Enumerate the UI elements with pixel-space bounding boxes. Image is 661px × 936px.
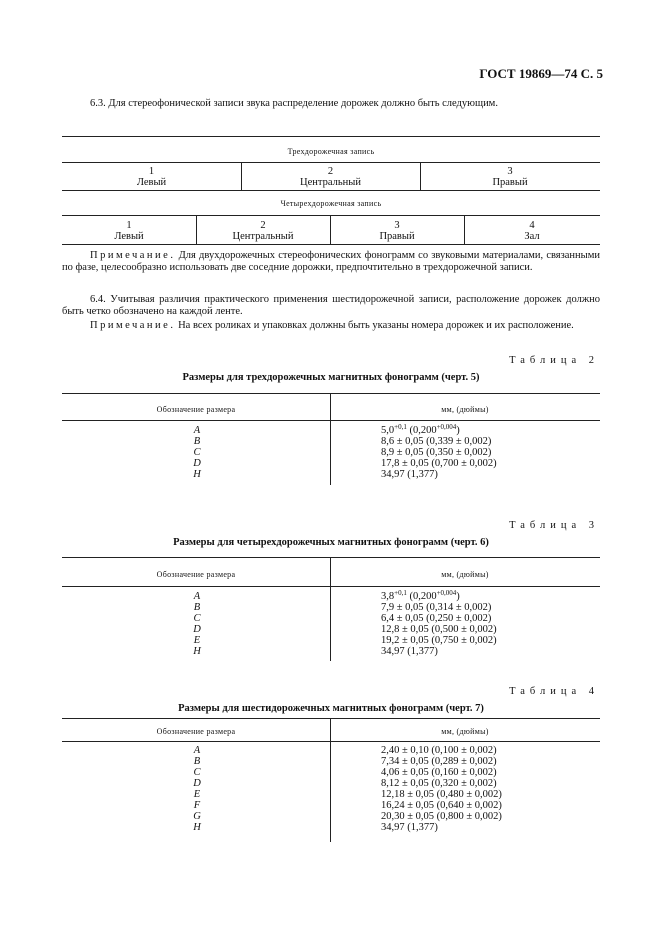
value-cell: 7,9 ± 0,05 (0,314 ± 0,002) bbox=[381, 602, 492, 613]
value-column bbox=[381, 425, 497, 480]
table-label: Таблица 3 bbox=[509, 520, 599, 531]
designation-column: A B C D E F G H bbox=[193, 745, 201, 833]
value-cell: 8,9 ± 0,05 (0,350 ± 0,002) bbox=[381, 447, 492, 458]
value-cell: $5,0^{+0,1}$ $(0,200^{+0,004})$ bbox=[381, 423, 460, 436]
value-column bbox=[381, 745, 502, 833]
four-track-cell: 1 Левый bbox=[114, 220, 144, 242]
table-label: Таблица 4 bbox=[509, 686, 599, 697]
value-cell: 12,8 ± 0,05 (0,500 ± 0,002) bbox=[381, 624, 497, 635]
value-cell: 19,2 ± 0,05 (0,750 ± 0,002) bbox=[381, 635, 497, 646]
value-cell: 17,8 ± 0,05 (0,700 ± 0,002) bbox=[381, 458, 497, 469]
note-1: Примечание. Для двухдорожечных стереофонических фонограмм со звуковыми материалами, связанными по фазе, целесообразно использовать две соседние дорожки, предпочтительно в трехдорожечной записи. bbox=[62, 250, 600, 273]
value-cell: 8,12 ± 0,05 (0,320 ± 0,002) bbox=[381, 778, 497, 789]
paragraph-6-3: 6.3. Для стереофонической записи звука распределение дорожек должно быть следующим. bbox=[90, 98, 498, 109]
value-cell: 2,40 ± 0,10 (0,100 ± 0,002) bbox=[381, 745, 497, 756]
designation-column: A B C D E H bbox=[193, 591, 201, 657]
value-cell: 34,97 (1,377) bbox=[381, 822, 438, 833]
three-track-cell: 3 Правый bbox=[492, 166, 528, 188]
three-track-cell: 2 Центральный bbox=[300, 166, 361, 188]
value-cell: 7,34 ± 0,05 (0,289 ± 0,002) bbox=[381, 756, 497, 767]
four-track-cell: 3 Правый bbox=[379, 220, 415, 242]
table-title: Размеры для четырехдорожечных магнитных фонограмм (черт. 6) bbox=[173, 537, 489, 548]
column-header-mm-inches: мм, (дюймы) bbox=[441, 570, 489, 579]
table-label: Таблица 2 bbox=[509, 355, 599, 366]
four-track-cell: 4 Зал bbox=[524, 220, 540, 242]
value-cell: 34,97 (1,377) bbox=[381, 646, 438, 657]
value-cell: 34,97 (1,377) bbox=[381, 469, 438, 480]
column-header-designation: Обозначение размера bbox=[156, 570, 236, 579]
designation-column: A B C D H bbox=[193, 425, 201, 480]
column-header-designation: Обозначение размера bbox=[156, 727, 236, 736]
paragraph-6-4: 6.4. Учитывая различия практического применения шестидорожечной записи, расположение дорожек должно быть четко обозначено на каждой ленте. bbox=[62, 294, 600, 317]
value-cell: 16,24 ± 0,05 (0,640 ± 0,002) bbox=[381, 800, 502, 811]
note-2: Примечание. На всех роликах и упаковках должны быть указаны номера дорожек и их расположение. bbox=[90, 320, 574, 331]
value-cell: $3,8^{+0,1}$ $(0,200^{+0,004})$ bbox=[381, 589, 460, 602]
value-cell: 4,06 ± 0,05 (0,160 ± 0,002) bbox=[381, 767, 497, 778]
page-header: ГОСТ 19869—74 С. 5 bbox=[479, 66, 603, 81]
value-column bbox=[381, 591, 497, 657]
column-header-designation: Обозначение размера bbox=[156, 405, 236, 414]
three-track-cell: 1 Левый bbox=[136, 166, 167, 188]
value-cell: 8,6 ± 0,05 (0,339 ± 0,002) bbox=[381, 436, 492, 447]
value-cell: 6,4 ± 0,05 (0,250 ± 0,002) bbox=[381, 613, 492, 624]
column-header-mm-inches: мм, (дюймы) bbox=[441, 727, 489, 736]
value-cell: 12,18 ± 0,05 (0,480 ± 0,002) bbox=[381, 789, 502, 800]
value-cell: 20,30 ± 0,05 (0,800 ± 0,002) bbox=[381, 811, 502, 822]
three-track-title: Трехдорожечная запись bbox=[287, 147, 375, 156]
column-header-mm-inches: мм, (дюймы) bbox=[441, 405, 489, 414]
four-track-title: Четырехдорожечная запись bbox=[280, 199, 382, 208]
four-track-cell: 2 Центральный bbox=[232, 220, 294, 242]
table-title: Размеры для трехдорожечных магнитных фонограмм (черт. 5) bbox=[182, 372, 480, 383]
table-title: Размеры для шестидорожечных магнитных фонограмм (черт. 7) bbox=[178, 703, 484, 714]
